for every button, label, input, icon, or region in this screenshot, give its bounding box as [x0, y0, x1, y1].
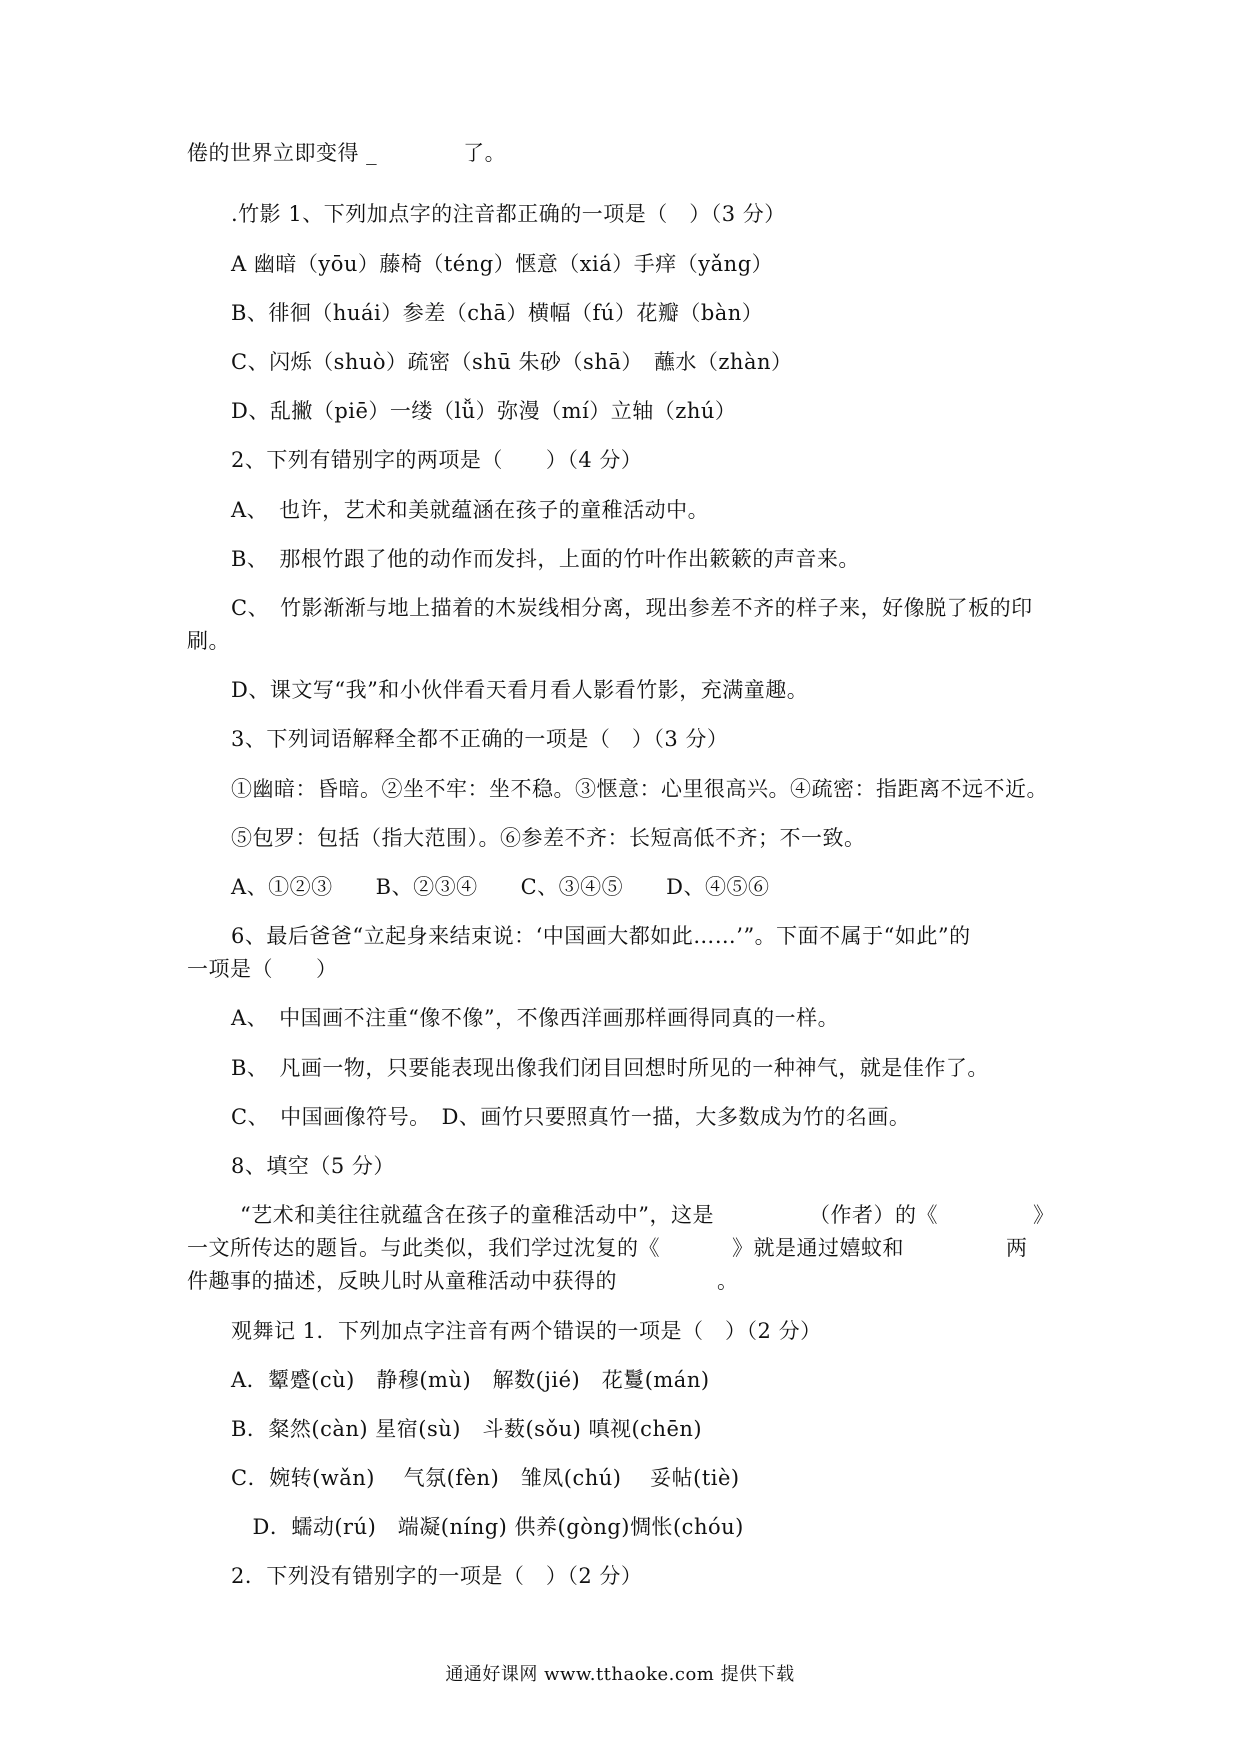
question-heading: 2．下列没有错别字的一项是（ ）（2 分）: [231, 1564, 643, 1588]
option-line: A、①②③ B、②③④ C、③④⑤ D、④⑤⑥: [231, 875, 770, 899]
fill-text: “艺术和美往往就蕴含在孩子的童稚活动中”，这是: [240, 1203, 714, 1227]
option-line: C、闪烁（shuò）疏密（shū 朱砂（shā） 蘸水（zhàn）: [231, 350, 793, 374]
option-line: B、 凡画一物，只要能表现出像我们闭目回想时所见的一种神气，就是佳作了。: [231, 1056, 989, 1080]
option-line: C、 中国画像符号。 D、画竹只要照真竹一描，大多数成为竹的名画。: [231, 1105, 911, 1129]
fill-text: 》就是通过嬉蚊和: [732, 1236, 904, 1260]
option-line: A．颦蹙(cù) 静穆(mù) 解数(jié) 花鬘(mán): [231, 1368, 710, 1392]
question-heading: .竹影 1、下列加点字的注音都正确的一项是（ ）（3 分）: [231, 202, 786, 226]
fill-text: （作者）的《: [808, 1203, 938, 1227]
option-line: B、徘徊（huái）参差（chā）横幅（fú）花瓣（bàn）: [231, 301, 764, 325]
text-line: ①幽暗：昏暗。②坐不牢：坐不稳。③惬意：心里很高兴。④疏密：指距离不远不近。: [231, 777, 1048, 801]
fill-blank-line: [187, 1234, 1028, 1262]
fill-blank-line: [187, 1267, 739, 1295]
option-line: A、 中国画不注重“像不像”，不像西洋画那样画得同真的一样。: [231, 1006, 840, 1030]
option-line: B．粲然(càn) 星宿(sù) 斗薮(sǒu) 嗔视(chēn): [231, 1417, 703, 1441]
text-line: 刷。: [187, 629, 230, 653]
text-line: 倦的世界立即变得 _ 了。: [187, 141, 507, 165]
question-heading: 8、填空（5 分）: [231, 1154, 395, 1178]
option-line: C、 竹影渐渐与地上描着的木炭线相分离，现出参差不齐的样子来，好像脱了板的印: [231, 596, 1033, 620]
question-heading: 观舞记 1．下列加点字注音有两个错误的一项是（ ）（2 分）: [231, 1319, 822, 1343]
fill-text: 件趣事的描述，反映儿时从童稚活动中获得的: [187, 1269, 617, 1293]
text-line: ⑤包罗：包括（指大范围）。⑥参差不齐：长短高低不齐；不一致。: [231, 826, 866, 850]
page-footer: 通通好课网 www.tthaoke.com 提供下载: [445, 1664, 795, 1685]
option-line: D．蠕动(rú) 端凝(níng) 供养(gòng)惆怅(chóu): [231, 1515, 744, 1539]
fill-text: 两: [1006, 1236, 1028, 1260]
option-line: B、 那根竹跟了他的动作而发抖，上面的竹叶作出簌簌的声音来。: [231, 547, 860, 571]
option-line: C．婉转(wǎn) 气氛(fèn) 雏凤(chú) 妥帖(tiè): [231, 1466, 740, 1490]
fill-blank-line: [240, 1201, 1054, 1229]
option-line: A 幽暗（yōu）藤椅（téng）惬意（xiá）手痒（yǎng）: [231, 252, 774, 276]
fill-text: 一文所传达的题旨。与此类似，我们学过沈复的《: [187, 1236, 660, 1260]
option-line: D、课文写“我”和小伙伴看天看月看人影看竹影，充满童趣。: [231, 678, 809, 702]
question-heading: 6、最后爸爸“立起身来结束说：‘中国画大都如此……’”。下面不属于“如此”的: [231, 924, 971, 948]
question-heading: 3、下列词语解释全都不正确的一项是（ ）（3 分）: [231, 727, 729, 751]
fill-text: 。: [717, 1269, 739, 1293]
text-line: 一项是（ ）: [187, 957, 338, 981]
question-heading: 2、下列有错别字的两项是（ ）（4 分）: [231, 448, 643, 472]
option-line: A、 也许，艺术和美就蕴涵在孩子的童稚活动中。: [231, 498, 710, 522]
option-line: D、乱撇（piē）一缕（lǚ）弥漫（mí）立轴（zhú）: [231, 399, 737, 423]
fill-text: 》: [1032, 1203, 1055, 1227]
